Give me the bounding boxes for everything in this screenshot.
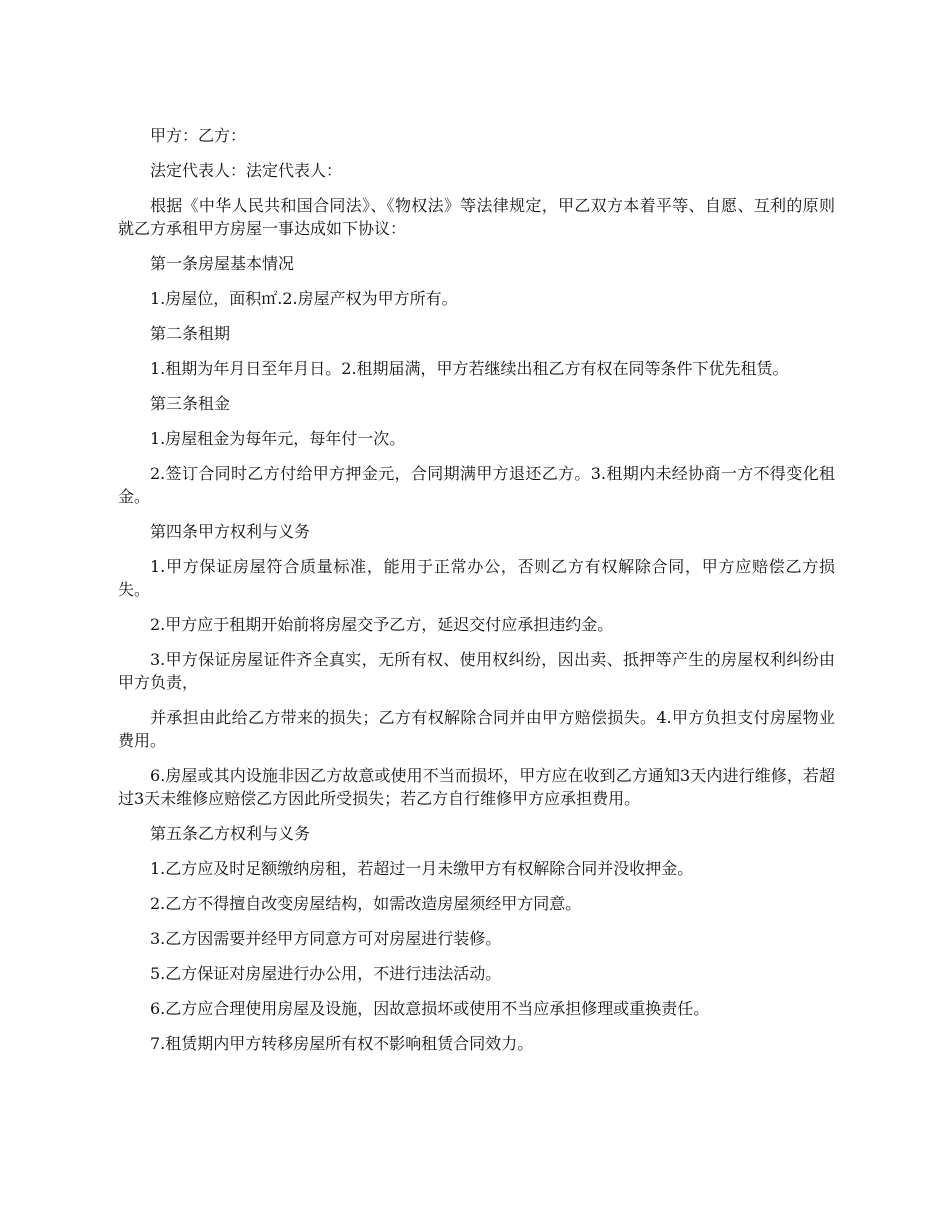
article-4-clause-3-cont: 并承担由此给乙方带来的损失；乙方有权解除合同并由甲方赔偿损失。4.甲方负担支付房屋物业费用。 [118,708,835,750]
article-4-clause-6: 6.房屋或其内设施非因乙方故意或使用不当而损坏，甲方应在收到乙方通知3天内进行维修，若超过3天未维修应赔偿乙方因此所受损失；若乙方自行维修甲方应承担费用。 [118,766,835,808]
party-line: 甲方：乙方： [150,126,247,145]
article-5-heading: 第五条乙方权利与义务 [150,824,311,843]
article-3-clause-1: 1.房屋租金为每年元，每年付一次。 [150,429,406,448]
article-5-clause-1: 1.乙方应及时足额缴纳房租，若超过一月未缴甲方有权解除合同并没收押金。 [150,859,694,878]
document-body [118,124,835,1067]
representative-line: 法定代表人：法定代表人： [150,161,343,180]
article-1-clause: 1.房屋位，面积㎡.2.房屋产权为甲方所有。 [150,289,458,308]
article-5-clause-7: 7.租赁期内甲方转移房屋所有权不影响租赁合同效力。 [150,1034,534,1053]
article-5-clause-5: 5.乙方保证对房屋进行办公用，不进行违法活动。 [150,964,502,983]
article-2-clause: 1.租期为年月日至年月日。2.租期届满，甲方若继续出租乙方有权在同等条件下优先租赁。 [150,359,789,378]
article-3-clause-2: 2.签订合同时乙方付给甲方押金元，合同期满甲方退还乙方。3.租期内未经协商一方不得变化租金。 [118,464,835,506]
article-5-clause-6: 6.乙方应合理使用房屋及设施，因故意损坏或使用不当应承担修理或重换责任。 [150,999,710,1018]
article-4-clause-1: 1.甲方保证房屋符合质量标准，能用于正常办公，否则乙方有权解除合同，甲方应赔偿乙方损失。 [118,557,835,599]
article-5-clause-2: 2.乙方不得擅自改变房屋结构，如需改造房屋须经甲方同意。 [150,894,582,913]
article-3-heading: 第三条租金 [150,394,231,413]
article-2-heading: 第二条租期 [150,324,231,343]
article-4-clause-2: 2.甲方应于租期开始前将房屋交予乙方，延迟交付应承担违约金。 [150,615,614,634]
article-4-heading: 第四条甲方权利与义务 [150,522,311,541]
article-4-clause-3: 3.甲方保证房屋证件齐全真实，无所有权、使用权纠纷，因出卖、抵押等产生的房屋权利纠纷由甲方负责， [118,650,835,692]
article-5-clause-3: 3.乙方因需要并经甲方同意方可对房屋进行装修。 [150,929,502,948]
preamble-paragraph: 根据《中华人民共和国合同法》、《物权法》等法律规定，甲乙双方本着平等、自愿、互利的原则就乙方承租甲方房屋一事达成如下协议： [118,196,835,238]
article-1-heading: 第一条房屋基本情况 [150,254,295,273]
